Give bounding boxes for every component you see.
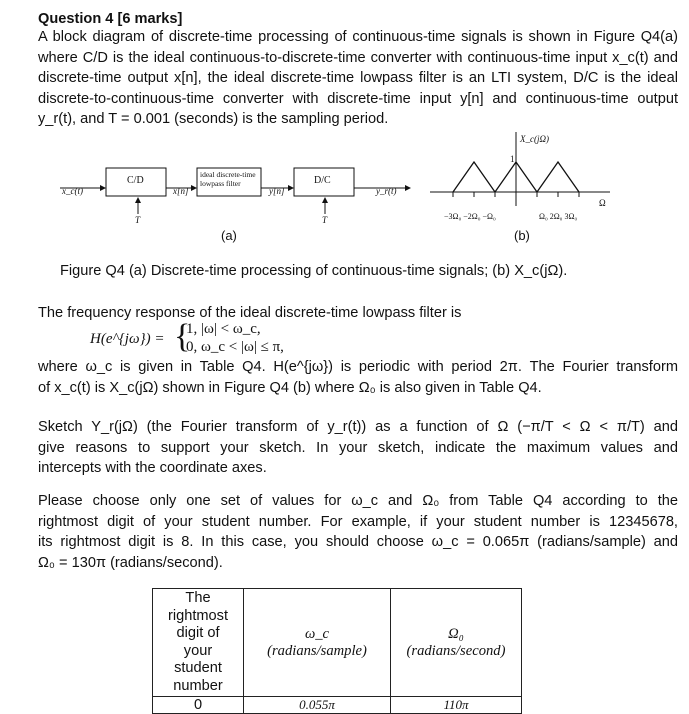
table-q4 bbox=[152, 588, 522, 714]
equation-brace: { bbox=[174, 318, 191, 355]
figure-q4 bbox=[0, 128, 689, 258]
subfigure-b-label: (b) bbox=[514, 228, 530, 243]
choose-line: rightmost digit of your student number. For example, if your student number is 12345678, bbox=[38, 513, 678, 530]
frequency-response-intro: The frequency response of the ideal discrete-time lowpass filter is bbox=[38, 305, 462, 321]
cutoff-line: where ω_c is given in Table Q4. H(e^{jω}) is periodic with period 2π. The Fourier transform bbox=[38, 359, 678, 375]
header-wc-symbol: ω_c bbox=[304, 625, 330, 642]
equation-row-1: 1, |ω| < ω_c, bbox=[186, 321, 261, 337]
equation-lhs: H(e^{jω}) = bbox=[90, 331, 165, 347]
block-labels bbox=[61, 170, 397, 243]
equation-row-2: 0, ω_c < |ω| ≤ π, bbox=[186, 339, 284, 355]
yn-label: y[n] bbox=[269, 186, 285, 196]
header-digit-line: your bbox=[183, 642, 213, 659]
sketch-line: give reasons to support your sketch. In your sketch, indicate the maximum values and bbox=[38, 439, 678, 456]
table-header-row bbox=[153, 589, 522, 697]
filter-label-1: ideal discrete-time bbox=[200, 170, 256, 179]
choose-line: Please choose only one set of values for ω_c and Ω₀ from Table Q4 according to the bbox=[38, 493, 678, 509]
header-wc bbox=[244, 589, 391, 697]
filter-label-2: lowpass filter bbox=[200, 179, 241, 188]
question-heading: Question 4 [6 marks] bbox=[38, 11, 183, 27]
spectrum-ylabel: X_c(jΩ) bbox=[520, 134, 549, 144]
cell-digit: 0 bbox=[153, 697, 244, 714]
dc-period-label: T bbox=[322, 215, 328, 225]
sketch-line: intercepts with the coordinate axes. bbox=[38, 460, 267, 476]
table-row bbox=[153, 697, 522, 714]
pos-tick-labels: Ω₀ 2Ω₀ 3Ω₀ bbox=[539, 212, 578, 221]
cutoff-line: of x_c(t) is X_c(jΩ) shown in Figure Q4 (b) where Ω₀ is also given in Table Q4. bbox=[38, 379, 542, 396]
spectrum-xlabel: Ω bbox=[599, 198, 606, 208]
cd-period-label: T bbox=[135, 215, 141, 225]
cutoff-description bbox=[38, 357, 678, 398]
xn-label: x[n] bbox=[173, 186, 189, 196]
input-label: x_c(t) bbox=[62, 186, 83, 196]
cell-omega0: 110π bbox=[391, 697, 522, 714]
sketch-instructions bbox=[38, 417, 678, 479]
subfigure-a-label: (a) bbox=[221, 228, 237, 243]
dc-label: D/C bbox=[314, 175, 331, 186]
intro-paragraph bbox=[38, 27, 678, 130]
neg-tick-labels: −3Ω₀ −2Ω₀ −Ω₀ bbox=[444, 212, 496, 221]
cd-label: C/D bbox=[127, 175, 144, 186]
header-digit-line: The bbox=[185, 590, 211, 606]
header-omega0-unit: (radians/second) bbox=[406, 642, 506, 659]
intro-line: y_r(t), and T = 0.001 (seconds) is the sampling period. bbox=[38, 111, 389, 127]
header-omega0-symbol: Ω₀ bbox=[448, 625, 464, 642]
figure-caption: Figure Q4 (a) Discrete-time processing of continuous-time signals; (b) X_c(jΩ). bbox=[60, 263, 568, 279]
header-digit-line: digit of bbox=[176, 625, 220, 641]
cell-wc: 0.055π bbox=[244, 697, 391, 714]
header-digit bbox=[153, 589, 244, 697]
output-label: y_r(t) bbox=[376, 186, 397, 196]
choose-line: its rightmost digit is 8. In this case, you should choose ω_c = 0.065π (radians/sample) and bbox=[38, 534, 678, 550]
choose-instructions bbox=[38, 491, 678, 573]
peak-value: 1 bbox=[510, 154, 515, 164]
header-digit-line: rightmost bbox=[167, 607, 228, 624]
intro-line: discrete-time output x[n], the ideal discrete-time lowpass filter is an LTI system, D/C is the ideal bbox=[38, 70, 678, 86]
header-digit-line: student bbox=[174, 660, 222, 676]
choose-line: Ω₀ = 130π (radians/second). bbox=[38, 554, 223, 571]
intro-line: A block diagram of discrete-time processing of continuous-time signals is shown in Figure Q4(a) bbox=[38, 29, 678, 45]
header-wc-unit: (radians/sample) bbox=[267, 642, 367, 659]
intro-line: discrete-to-continuous-time converter with discrete-time input y[n] and continuous-time output bbox=[38, 90, 678, 107]
intro-line: where C/D is the ideal continuous-to-discrete-time converter with continuous-time input x_c(t) and bbox=[38, 49, 678, 66]
spectrum-labels bbox=[444, 134, 606, 243]
header-digit-line: number bbox=[173, 677, 223, 694]
header-omega0 bbox=[391, 589, 522, 697]
sketch-line: Sketch Y_r(jΩ) (the Fourier transform of y_r(t)) as a function of Ω (−π/T < Ω < π/T) and bbox=[38, 419, 678, 435]
